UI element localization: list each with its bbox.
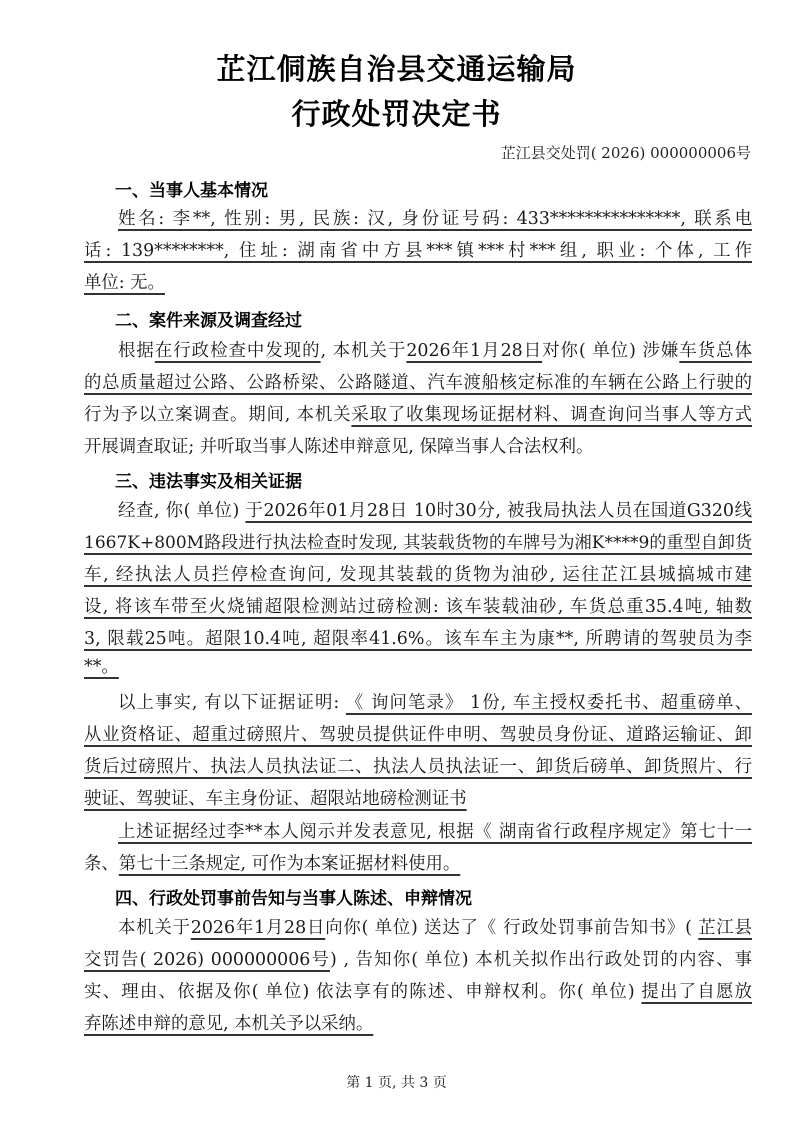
text-run: 根据 xyxy=(118,341,155,361)
text-run: ) , 告知你( 单位) 本机关拟作出行政处罚的内容、事 xyxy=(330,950,752,970)
text-run: 行为予以立案调查。期间, 本机关 xyxy=(84,405,352,425)
section-heading-party-info: 一、当事人基本情况 xyxy=(115,181,268,201)
underlined-text: 2026年1月28日 xyxy=(190,918,326,938)
underlined-text: 采取了收集现场证据材料、调查询问当事人等方式 xyxy=(351,405,752,425)
text-run: 条、 xyxy=(84,854,119,874)
party-info-line xyxy=(84,239,752,263)
prior-notice-line xyxy=(84,1012,752,1036)
prior-notice-line xyxy=(84,948,752,972)
violation-fact-line xyxy=(84,627,752,651)
violation-fact-line xyxy=(84,595,752,619)
case-source-line xyxy=(84,435,752,459)
document-number: 芷江县交处罚( 2026) 000000006号 xyxy=(500,144,751,162)
underlined-text: 第七十三条规定, 可作为本案证据材料使用。 xyxy=(118,854,461,874)
party-info-line xyxy=(84,271,752,295)
underlined-text: 交罚告( 2026) 000000006号 xyxy=(84,950,330,970)
underlined-text: 3, 限载25吨。超限10.4吨, 超限率41.6%。该车车主为康**, 所聘请的驾驶员为李 xyxy=(84,629,752,649)
text-run: 开展调查取证; 并听取当事人陈述申辩意见, 保障当事人合法权利。 xyxy=(84,437,594,457)
document-title-agency: 芷江侗族自治县交通运输局 xyxy=(216,52,577,86)
evidence-line xyxy=(118,691,752,715)
violation-fact-line xyxy=(118,499,752,523)
underlined-text: 提出了自愿放 xyxy=(641,982,752,1002)
underlined-text: 《 询问笔录》 1份, 车主授权委托书、超重磅单、 xyxy=(345,693,752,713)
underlined-text: 设, 将该车带至火烧铺超限检测站过磅检测: 该车装载油砂, 车货总重35.4吨, 轴数 xyxy=(84,597,752,617)
underlined-text: 在行政检查中发现的 xyxy=(154,341,321,361)
underlined-text: **。 xyxy=(84,657,119,677)
text-run: 向你( 单位) 送达了《 行政处罚事前告知书》( xyxy=(325,918,699,938)
evidence-line xyxy=(84,723,752,747)
party-info-line xyxy=(118,207,752,231)
case-source-line xyxy=(84,371,752,395)
underlined-text: 上述证据经过李**本人阅示并发表意见, 根据《 湖南省行政程序规定》第七十一 xyxy=(118,822,752,842)
text-run: 经查, 你( 单位) xyxy=(118,501,246,521)
text-run: 本机关于 xyxy=(118,918,191,938)
case-source-line xyxy=(118,339,752,363)
evidence-statement-line xyxy=(118,820,752,844)
text-run: 实、理由、依据及你( 单位) 依法享有的陈述、申辩权利。你( 单位) xyxy=(84,982,642,1002)
underlined-text: 弃陈述申辩的意见, 本机关予以采纳。 xyxy=(84,1014,374,1034)
underlined-text: 单位: 无。 xyxy=(84,273,165,293)
document-title-type: 行政处罚决定书 xyxy=(291,97,502,131)
section-heading-case-source: 二、案件来源及调查经过 xyxy=(115,311,302,331)
violation-fact-line xyxy=(84,531,752,555)
section-heading-violation-facts: 三、违法事实及相关证据 xyxy=(115,472,302,492)
underlined-text: 车, 经执法人员拦停检查询问, 发现其装载的货物为油砂, 运往芷江县城搞城市建 xyxy=(84,565,752,585)
prior-notice-line xyxy=(84,980,752,1004)
underlined-text: 2026年1月28日 xyxy=(406,341,543,361)
text-run: 以上事实, 有以下证据证明: xyxy=(118,693,346,713)
underlined-text: 1667K+800M路段进行执法检查时发现, 其装载货物的车牌号为湘K****9的重型自卸货 xyxy=(84,533,752,553)
text-run: , 本机关于 xyxy=(320,341,407,361)
underlined-text: 驶证、驾驶证、车主身份证、超限站地磅检测证书 xyxy=(84,789,467,809)
prior-notice-line xyxy=(118,916,752,940)
underlined-text: 芷江县 xyxy=(698,918,753,938)
evidence-line xyxy=(84,787,752,811)
underlined-text: 话: 139********, 住址: 湖南省中方县***镇***村***组, 职业: 个体, 工作 xyxy=(84,241,752,261)
underlined-text: 货后过磅照片、执法人员执法证二、执法人员执法证一、卸货后磅单、卸货照片、行 xyxy=(84,757,752,777)
text-run: 对你( 单位) 涉嫌 xyxy=(542,341,680,361)
underlined-text: 于2026年01月28日 10时30分, 被我局执法人员在国道G320线 xyxy=(245,501,752,521)
underlined-text: 的总质量超过公路、公路桥梁、公路隧道、汽车渡船核定标准的车辆在公路上行驶的 xyxy=(84,373,752,393)
section-heading-prior-notice: 四、行政处罚事前告知与当事人陈述、申辩情况 xyxy=(115,889,472,909)
underlined-text: 姓名: 李**, 性别: 男, 民族: 汉, 身份证号码: 433***************, 联系电 xyxy=(118,209,752,229)
underlined-text: 从业资格证、超重过磅照片、驾驶员提供证件申明、驾驶员身份证、道路运输证、卸 xyxy=(84,725,752,745)
violation-fact-line xyxy=(84,655,752,679)
evidence-statement-line xyxy=(84,852,752,876)
underlined-text: 车货总体 xyxy=(679,341,752,361)
case-source-line xyxy=(84,403,752,427)
page-number: 第 1 页, 共 3 页 xyxy=(346,1075,447,1091)
evidence-line xyxy=(84,755,752,779)
violation-fact-line xyxy=(84,563,752,587)
